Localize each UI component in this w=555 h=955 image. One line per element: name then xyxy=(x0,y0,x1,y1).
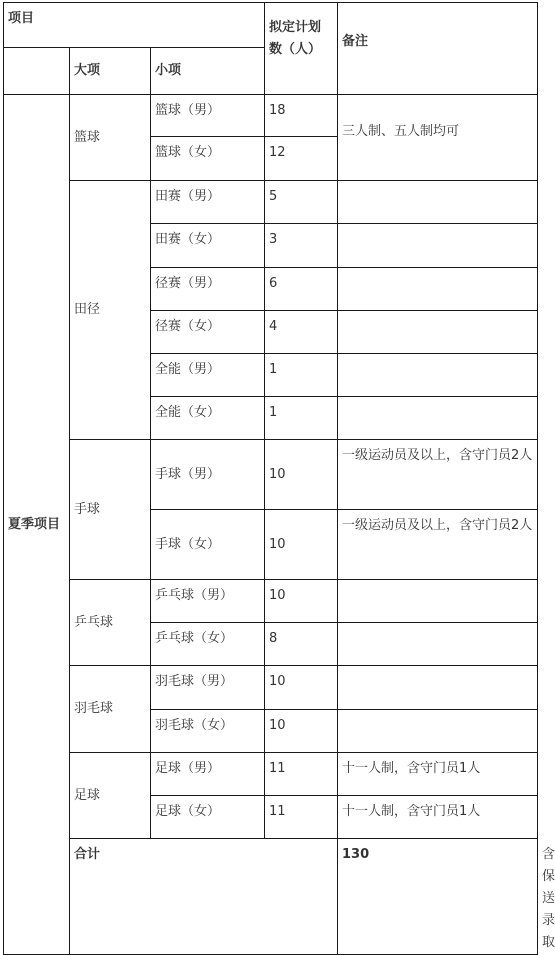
item-note: 一级运动员及以上，含守门员2人 xyxy=(338,510,538,580)
category-badminton: 羽毛球 xyxy=(70,666,151,753)
item-count: 12 xyxy=(265,137,338,181)
header-planned-count: 拟定计划数（人） xyxy=(265,3,338,95)
item-note: 三人制、五人制均可 xyxy=(338,95,538,181)
item-note: 一级运动员及以上，含守门员2人 xyxy=(338,440,538,510)
item-count: 1 xyxy=(265,397,338,440)
category-athletics: 田径 xyxy=(70,181,151,440)
header-empty-cell xyxy=(4,48,70,95)
item-note-empty xyxy=(338,710,538,753)
item-note-empty xyxy=(338,397,538,440)
sports-plan-table: 项目 拟定计划数（人） 备注 大项 小项 夏季项目 篮球 篮球（男） 18 三人制、五人制均可 篮球（女） 12 田径 田赛（男） 5 田赛（女） 3 径赛（男） 6 径赛（女） 4 全能（男） 1 全能（女） 1 手球 手球（男） 10 一级运动员及以上，含守门员2人 手球（女） 10 一级运动员及以上，含守门员2人 乒乓球 乒乓球（男） 10 乒乓球（女） 8 羽毛球 羽毛球（男） 10 羽毛球（女） 10 足球 足球（男） 11 十一人制，含守门员1人 足球（女） 11 十一人制，含守门员1人 合计 130 含保送录取 xyxy=(3,2,538,955)
item-note-empty xyxy=(338,354,538,397)
header-minor: 小项 xyxy=(151,48,265,95)
item-label: 篮球（女） xyxy=(151,137,265,181)
item-note-empty xyxy=(338,181,538,224)
header-project: 项目 xyxy=(4,3,265,48)
item-count: 18 xyxy=(265,95,338,137)
item-note: 十一人制，含守门员1人 xyxy=(338,753,538,796)
item-label: 手球（女） xyxy=(151,510,265,580)
item-label: 羽毛球（男） xyxy=(151,666,265,710)
item-label: 篮球（男） xyxy=(151,95,265,137)
item-count: 10 xyxy=(265,440,338,510)
section-summer: 夏季项目 xyxy=(4,95,70,955)
item-label: 全能（男） xyxy=(151,354,265,397)
total-label: 合计 xyxy=(70,839,338,955)
item-label: 田赛（女） xyxy=(151,224,265,268)
item-count: 8 xyxy=(265,623,338,666)
item-count: 11 xyxy=(265,753,338,796)
category-table-tennis: 乒乓球 xyxy=(70,580,151,666)
item-label: 足球（女） xyxy=(151,796,265,839)
item-count: 5 xyxy=(265,181,338,224)
item-label: 全能（女） xyxy=(151,397,265,440)
item-note: 十一人制，含守门员1人 xyxy=(338,796,538,839)
item-count: 4 xyxy=(265,311,338,354)
category-handball: 手球 xyxy=(70,440,151,580)
item-label: 径赛（女） xyxy=(151,311,265,354)
item-count: 3 xyxy=(265,224,338,268)
item-count: 6 xyxy=(265,268,338,311)
item-count: 10 xyxy=(265,666,338,710)
category-football: 足球 xyxy=(70,753,151,839)
category-basketball: 篮球 xyxy=(70,95,151,181)
item-label: 乒乓球（女） xyxy=(151,623,265,666)
item-label: 手球（男） xyxy=(151,440,265,510)
total-count: 130 xyxy=(338,839,538,955)
item-count: 1 xyxy=(265,354,338,397)
item-note-empty xyxy=(338,580,538,623)
item-label: 径赛（男） xyxy=(151,268,265,311)
item-note-empty xyxy=(338,311,538,354)
item-note-empty xyxy=(338,623,538,666)
item-note-empty xyxy=(338,666,538,710)
header-remarks: 备注 xyxy=(338,3,538,95)
item-label: 田赛（男） xyxy=(151,181,265,224)
item-count: 10 xyxy=(265,710,338,753)
item-label: 足球（男） xyxy=(151,753,265,796)
item-count: 10 xyxy=(265,510,338,580)
item-label: 乒乓球（男） xyxy=(151,580,265,623)
item-label: 羽毛球（女） xyxy=(151,710,265,753)
item-count: 11 xyxy=(265,796,338,839)
header-major: 大项 xyxy=(70,48,151,95)
item-note-empty xyxy=(338,268,538,311)
item-note-empty xyxy=(338,224,538,268)
item-count: 10 xyxy=(265,580,338,623)
